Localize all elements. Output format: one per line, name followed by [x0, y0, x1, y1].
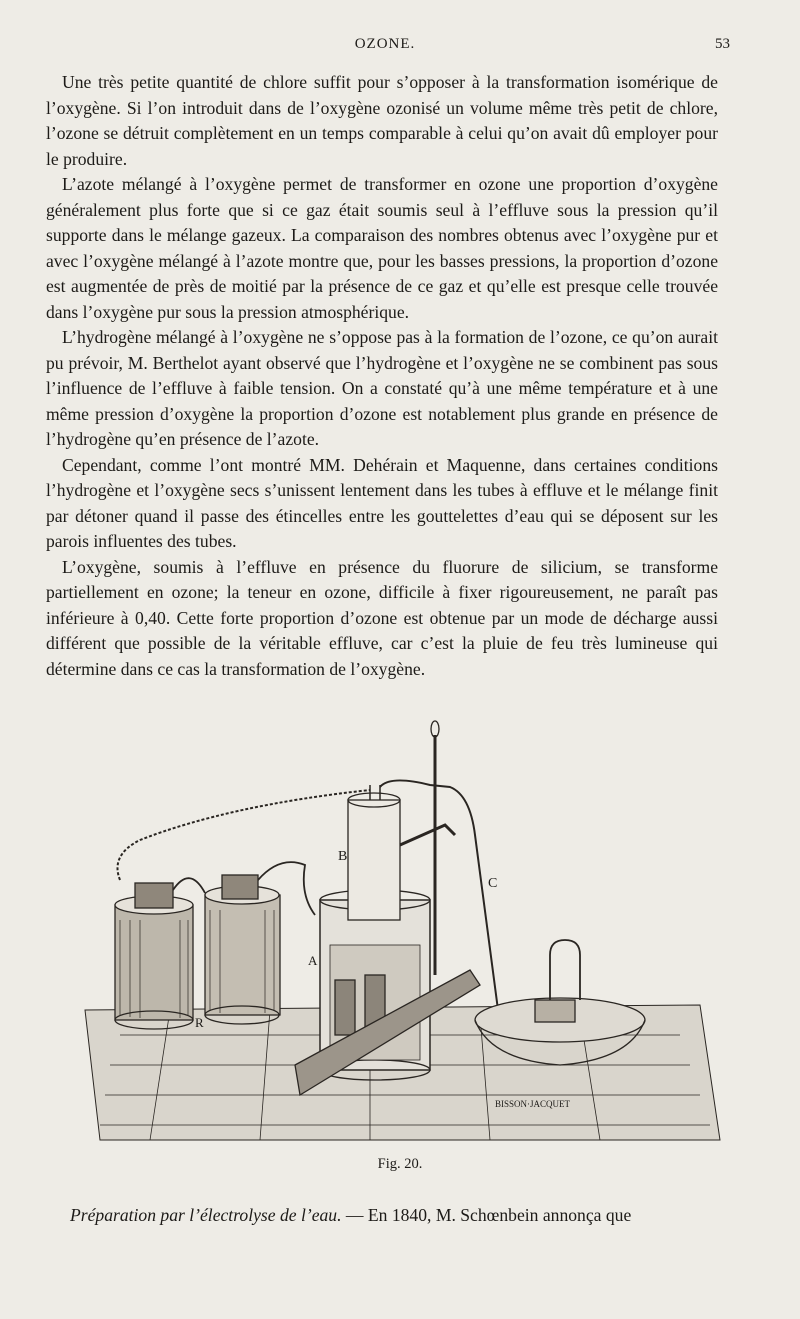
apparatus-illustration — [80, 715, 740, 1151]
paragraph-fluorure: L’oxygène, soumis à l’effluve en présence du fluorure de silicium, se transforme partiellement en ozone; la teneur en ozone, difficile à fixer rigoureusement, ne paraît pas inférieure à 0,40. Cette forte proportion d’ozone est obtenue par un mode de décharge aussi différent que possible de la véritable effluve, car c’est la pluie de feu très lumineuse qui détermine dans ce cas la transformation de l’oxygène. — [46, 556, 718, 679]
paragraph-chlore: Une très petite quantité de chlore suffit pour s’opposer à la transformation isomérique de l’oxygène. Si l’on introduit dans de l’oxygène ozonisé un volume même très petit de chlore, l’ozone se détruit complètement en un temps comparable à celui qu’on avait dû employer pour le produire. — [46, 72, 718, 169]
engraver-signature: BISSON·JACQUET — [495, 1099, 571, 1109]
running-title: OZONE. — [354, 36, 416, 52]
page-header — [40, 36, 730, 58]
body-text — [46, 70, 718, 682]
paragraph-dehérain-maquenne: Cependant, comme l’ont montré MM. Dehérain et Maquenne, dans certaines conditions l’hydrogène et l’oxygène secs s’unissent lentement dans les tubes à effluve et le mélange finit par détoner quand il passe des étincelles entre les gouttelettes d’eau qui se déposent sur les parois influentes des tubes. — [46, 454, 718, 551]
page-number: 53 — [715, 36, 730, 52]
last-paragraph — [70, 1205, 720, 1226]
label-c: C — [488, 876, 498, 891]
paragraph-azote: L’azote mélangé à l’oxygène permet de transformer en ozone une proportion d’oxygène généralement plus forte que si ce gaz était soumis seul à l’effluve sous la pression qu’il supporte dans le mélange gazeux. La comparaison des nombres obtenus avec l’oxygène pur et avec l’oxygène mélangé à l’azote montre que, pour les basses pressions, la proportion d’ozone est augmentée de près de moitié par la présence de ce gaz et qu’elle est presque celle trouvée dans l’oxygène pur sous la pression atmosphérique. — [46, 174, 718, 322]
label-b: B — [338, 849, 348, 864]
label-r: R — [195, 1015, 204, 1030]
paragraph-hydrogene: L’hydrogène mélangé à l’oxygène ne s’oppose pas à la formation de l’ozone, ce qu’on aurait pu prévoir, M. Berthelot ayant observé que l’hydrogène et l’oxygène ne se combinent pas sous l’influence de l’effluve à faible tension. On a constaté qu’à une même température et à une même pression d’oxygène la proportion d’ozone est notablement plus grande en présence de l’hydrogène qu’en présence de l’azote. — [46, 327, 718, 449]
section-lead-text: — En 1840, M. Schœnbein annonça que — [341, 1205, 632, 1225]
label-a: A — [308, 953, 318, 968]
figure-caption: Fig. 20. — [377, 1156, 423, 1172]
battery-cell-2 — [205, 875, 280, 1024]
section-lead-italic: Préparation par l’électrolyse de l’eau. — [70, 1205, 342, 1225]
coiled-wire — [118, 790, 371, 880]
battery-cell-1 — [115, 883, 193, 1029]
figure-engraving — [80, 715, 740, 1151]
